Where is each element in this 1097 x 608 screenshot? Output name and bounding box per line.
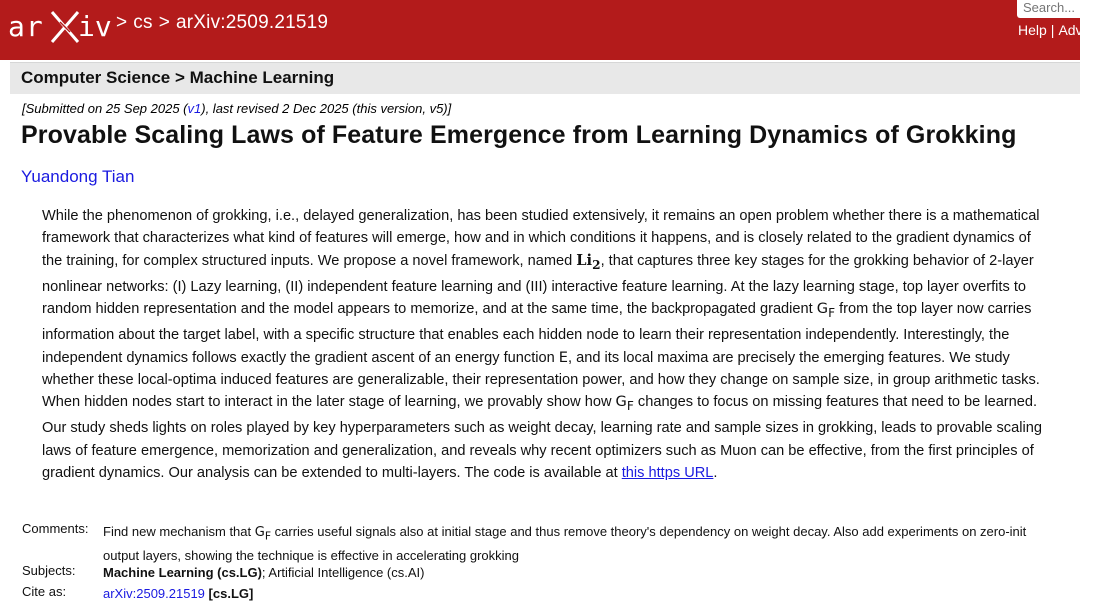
gradient-symbol bbox=[816, 300, 836, 320]
subject-heading: Computer Science > Machine Learning bbox=[21, 68, 335, 87]
abstract-text: changes to focus on missing features that need to be learned. Our study sheds lights on roles played by key hyperparameters such as weight decay, learning rate and sample sizes in grokking, leads to provable scaling laws of feature emergence, memorization and generalization, and reveals why recent optimizers such as Muon can be effective, from the first principles of gradient dynamics. Our analysis can be extended to multi-layers. The code is available at bbox=[42, 394, 1042, 481]
cite-value bbox=[103, 584, 1053, 603]
secondary-subjects: ; Artificial Intelligence (cs.AI) bbox=[261, 565, 425, 580]
submission-suffix: ), last revised 2 Dec 2025 (this version, v5)] bbox=[201, 101, 452, 116]
primary-subject: Machine Learning (cs.LG) bbox=[103, 565, 262, 580]
subjects-value bbox=[103, 563, 1053, 582]
breadcrumb-paper-id[interactable]: arXiv:2509.21519 bbox=[176, 12, 329, 33]
gradient-symbol-subscript: F bbox=[626, 399, 634, 414]
arxiv-id-link[interactable]: arXiv:2509.21519 bbox=[103, 586, 205, 601]
subject-bar bbox=[10, 62, 1080, 94]
svg-text:iv: iv bbox=[78, 10, 112, 43]
link-separator: | bbox=[1050, 22, 1055, 38]
primary-category-tag: [cs.LG] bbox=[208, 586, 254, 601]
submission-history bbox=[22, 101, 451, 116]
framework-name bbox=[576, 251, 601, 272]
paper-title: Provable Scaling Laws of Feature Emergence from Learning Dynamics of Grokking bbox=[21, 121, 1017, 149]
abstract-text: , that captures three key stages for the grokking behavior of 2-layer nonlinear networks: (I) Lazy learning, (II) independent feature learning and (III) interactive feature learning. At the lazy learning stage, top layer overfits to random hidden representation and the model appears to memorize, and at the same time, the backpropagated gradient bbox=[42, 252, 1034, 318]
comments-text: carries useful signals also at initial stage and thus remove theory's dependency on weight decay. Also add experiments on zero-init output layers, showing the technique is effective in accelerating grokking bbox=[103, 524, 1027, 563]
gradient-symbol-base: G bbox=[254, 525, 265, 540]
gradient-symbol-base: G bbox=[615, 393, 627, 411]
cite-label: Cite as: bbox=[22, 584, 67, 599]
help-link[interactable]: Help bbox=[1018, 22, 1047, 38]
abstract-text: While the phenomenon of grokking, i.e., delayed generalization, has been studied extensively, it remains an open problem whether there is a mathematical framework that characterizes what kind of features will emerge, how and in which conditions it happens, and is closely related to the gradient dynamics of the training, for complex structured inputs. We propose a novel framework, named bbox=[42, 208, 1040, 269]
svg-text:ar: ar bbox=[8, 10, 44, 43]
abstract bbox=[42, 205, 1052, 484]
arxiv-logo[interactable] bbox=[8, 6, 112, 46]
search-input[interactable] bbox=[1017, 0, 1097, 18]
gradient-symbol bbox=[254, 525, 272, 543]
abstract-text: , and its local maxima are precisely the emerging features. We study whether these local-optima induced features are generalizable, their representation power, and how they change on sample size, in group arithmetic tasks. When hidden nodes start to interact in the later stage of learning, we provably show how bbox=[42, 349, 1040, 411]
breadcrumb-cs[interactable]: cs bbox=[133, 12, 153, 33]
comments-label: Comments: bbox=[22, 521, 89, 536]
advanced-search-link[interactable]: Adv bbox=[1058, 22, 1083, 38]
breadcrumb-separator: > bbox=[116, 12, 128, 33]
gradient-symbol bbox=[615, 393, 634, 414]
subjects-label: Subjects: bbox=[22, 563, 76, 578]
framework-name-subscript: 2 bbox=[592, 257, 601, 272]
arxiv-logo-icon bbox=[8, 8, 112, 44]
breadcrumb-separator: > bbox=[158, 12, 170, 33]
gradient-symbol-subscript: F bbox=[828, 306, 836, 320]
comments-value bbox=[103, 522, 1053, 565]
header-links bbox=[1018, 22, 1083, 38]
energy-symbol: E bbox=[558, 348, 569, 366]
version-1-link[interactable]: v1 bbox=[187, 101, 202, 116]
author-link[interactable]: Yuandong Tian bbox=[21, 167, 135, 186]
abstract-end: . bbox=[713, 464, 718, 481]
gradient-symbol-subscript: F bbox=[264, 529, 272, 543]
submission-prefix: [Submitted on 25 Sep 2025 ( bbox=[22, 101, 188, 116]
site-header bbox=[0, 0, 1083, 60]
abstract-text: from the top layer now carries information about the target label, with a specific structure that enables each hidden node to learn their representation independently. Interestingly, the independent dynamics follows exactly the gradient ascent of an energy function bbox=[42, 301, 1032, 366]
framework-name-base: Li bbox=[576, 251, 593, 269]
breadcrumb bbox=[110, 12, 328, 34]
code-url-link[interactable]: this https URL bbox=[621, 464, 714, 481]
gradient-symbol-base: G bbox=[816, 300, 829, 318]
comments-text: Find new mechanism that bbox=[103, 524, 255, 539]
